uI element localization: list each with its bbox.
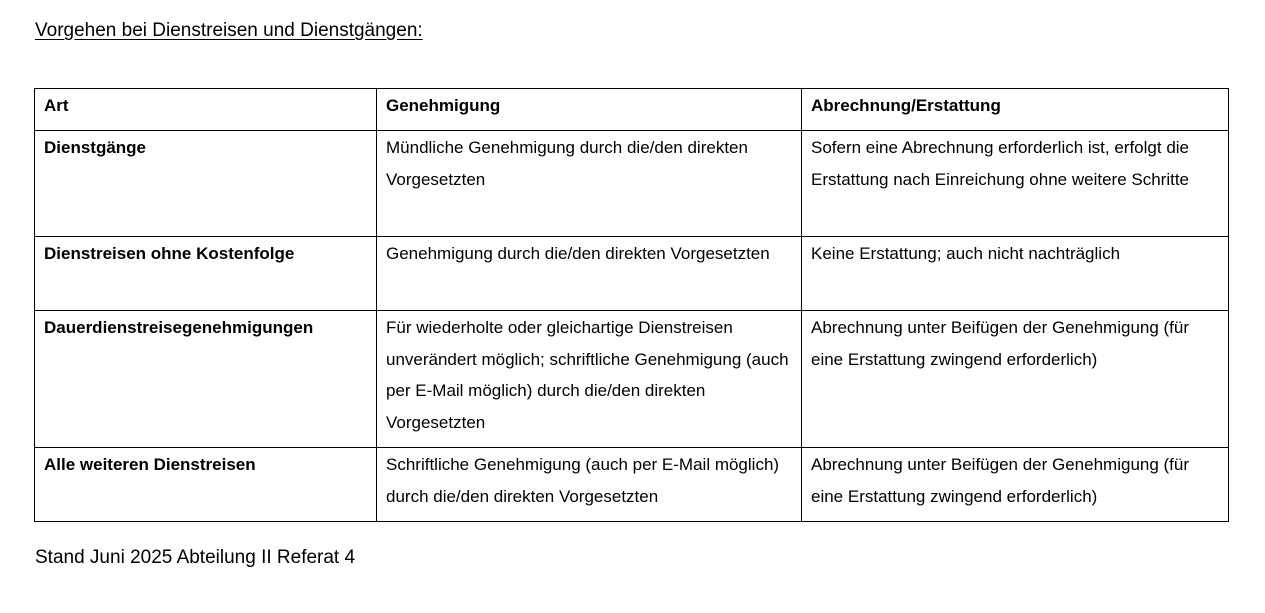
header-art: Art	[35, 89, 377, 131]
cell-art: Dienstgänge	[35, 131, 377, 237]
table-row	[35, 237, 1229, 311]
header-genehmigung: Genehmigung	[377, 89, 802, 131]
footer-note: Stand Juni 2025 Abteilung II Referat 4	[35, 547, 356, 568]
cell-abrechnung: Abrechnung unter Beifügen der Genehmigung (für eine Erstattung zwingend erforderlich)	[802, 311, 1229, 448]
cell-genehmigung: Mündliche Genehmigung durch die/den direkten Vorgesetzten	[377, 131, 802, 237]
cell-genehmigung: Für wiederholte oder gleichartige Dienstreisen unverändert möglich; schriftliche Genehmigung (auch per E-Mail möglich) durch die/den direkten Vorgesetzten	[377, 311, 802, 448]
table-header-row	[35, 89, 1229, 131]
cell-abrechnung: Sofern eine Abrechnung erforderlich ist, erfolgt die Erstattung nach Einreichung ohne weitere Schritte	[802, 131, 1229, 237]
cell-abrechnung: Keine Erstattung; auch nicht nachträglich	[802, 237, 1229, 311]
cell-genehmigung: Genehmigung durch die/den direkten Vorgesetzten	[377, 237, 802, 311]
cell-art: Dienstreisen ohne Kostenfolge	[35, 237, 377, 311]
table-row	[35, 131, 1229, 237]
table-row	[35, 448, 1229, 522]
cell-abrechnung: Abrechnung unter Beifügen der Genehmigung (für eine Erstattung zwingend erforderlich)	[802, 448, 1229, 522]
cell-genehmigung: Schriftliche Genehmigung (auch per E-Mail möglich) durch die/den direkten Vorgesetzten	[377, 448, 802, 522]
cell-art: Dauerdienstreisegenehmigungen	[35, 311, 377, 448]
header-abrechnung: Abrechnung/Erstattung	[802, 89, 1229, 131]
table-row	[35, 311, 1229, 448]
document-title: Vorgehen bei Dienstreisen und Dienstgängen:	[35, 20, 423, 41]
cell-art: Alle weiteren Dienstreisen	[35, 448, 377, 522]
travel-procedure-table	[34, 88, 1229, 522]
